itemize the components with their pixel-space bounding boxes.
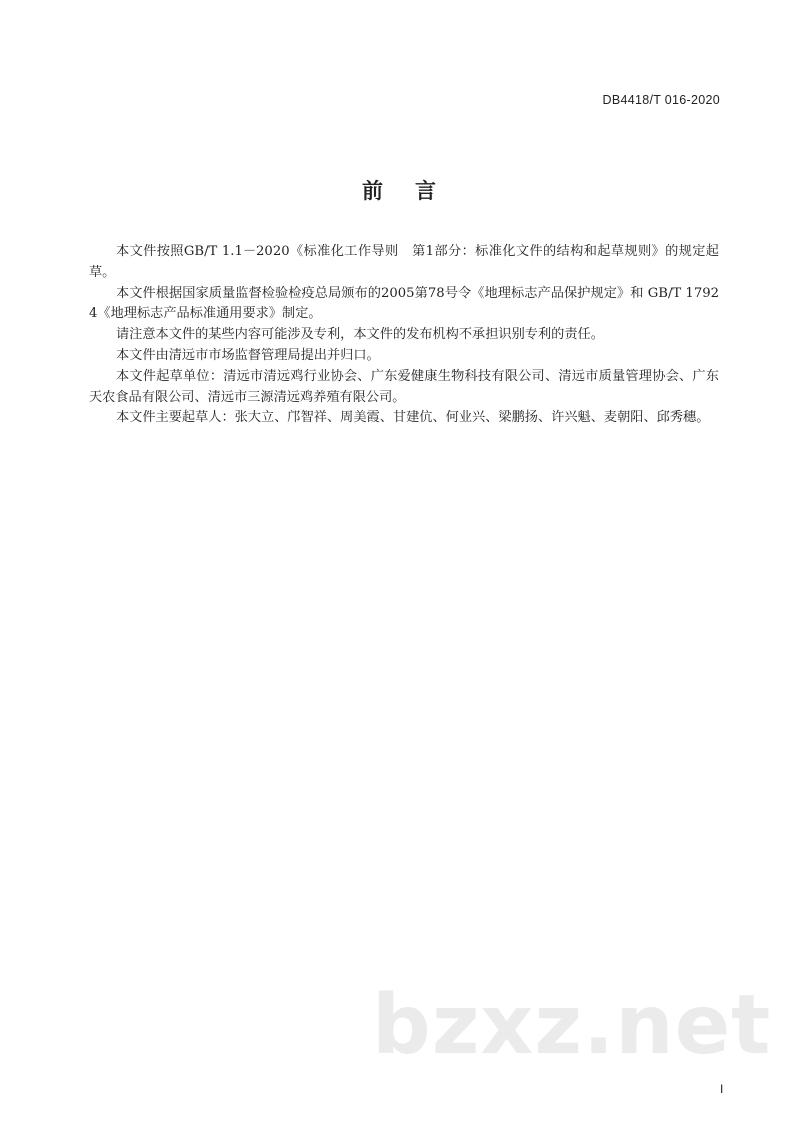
paragraph-drafting-rules: 本文件按照GB/T 1.1－2020《标准化工作导则 第1部分：标准化文件的结构和起草规则》的规定起草。 [89, 244, 719, 280]
paragraph-patent-notice: 请注意本文件的某些内容可能涉及专利，本文件的发布机构不承担识别专利的责任。 [116, 327, 604, 343]
foreword-body [89, 242, 719, 429]
title-char-1: 前 [362, 179, 385, 203]
page-title [0, 175, 800, 205]
document-code: DB4418/T 016-2020 [602, 93, 720, 107]
title-char-2: 言 [415, 179, 438, 203]
paragraph-legal-basis: 本文件根据国家质量监督检验检疫总局颁布的2005第78号令《地理标志产品保护规定》和 GB/T 17924《地理标志产品标准通用要求》制定。 [89, 285, 719, 322]
watermark: bzxz.net [372, 978, 772, 1073]
page-number: I [720, 1082, 724, 1096]
paragraph-drafters: 本文件主要起草人：张大立、邝智祥、周美霞、甘建伉、何业兴、梁鹏扬、许兴魁、麦朝阳、邱秀穗。 [116, 410, 710, 426]
paragraph-drafting-units: 本文件起草单位：清远市清远鸡行业协会、广东爱健康生物科技有限公司、清远市质量管理协会、广东天农食品有限公司、清远市三源清远鸡养殖有限公司。 [89, 368, 719, 405]
paragraph-proposer: 本文件由清远市市场监督管理局提出并归口。 [116, 347, 380, 363]
